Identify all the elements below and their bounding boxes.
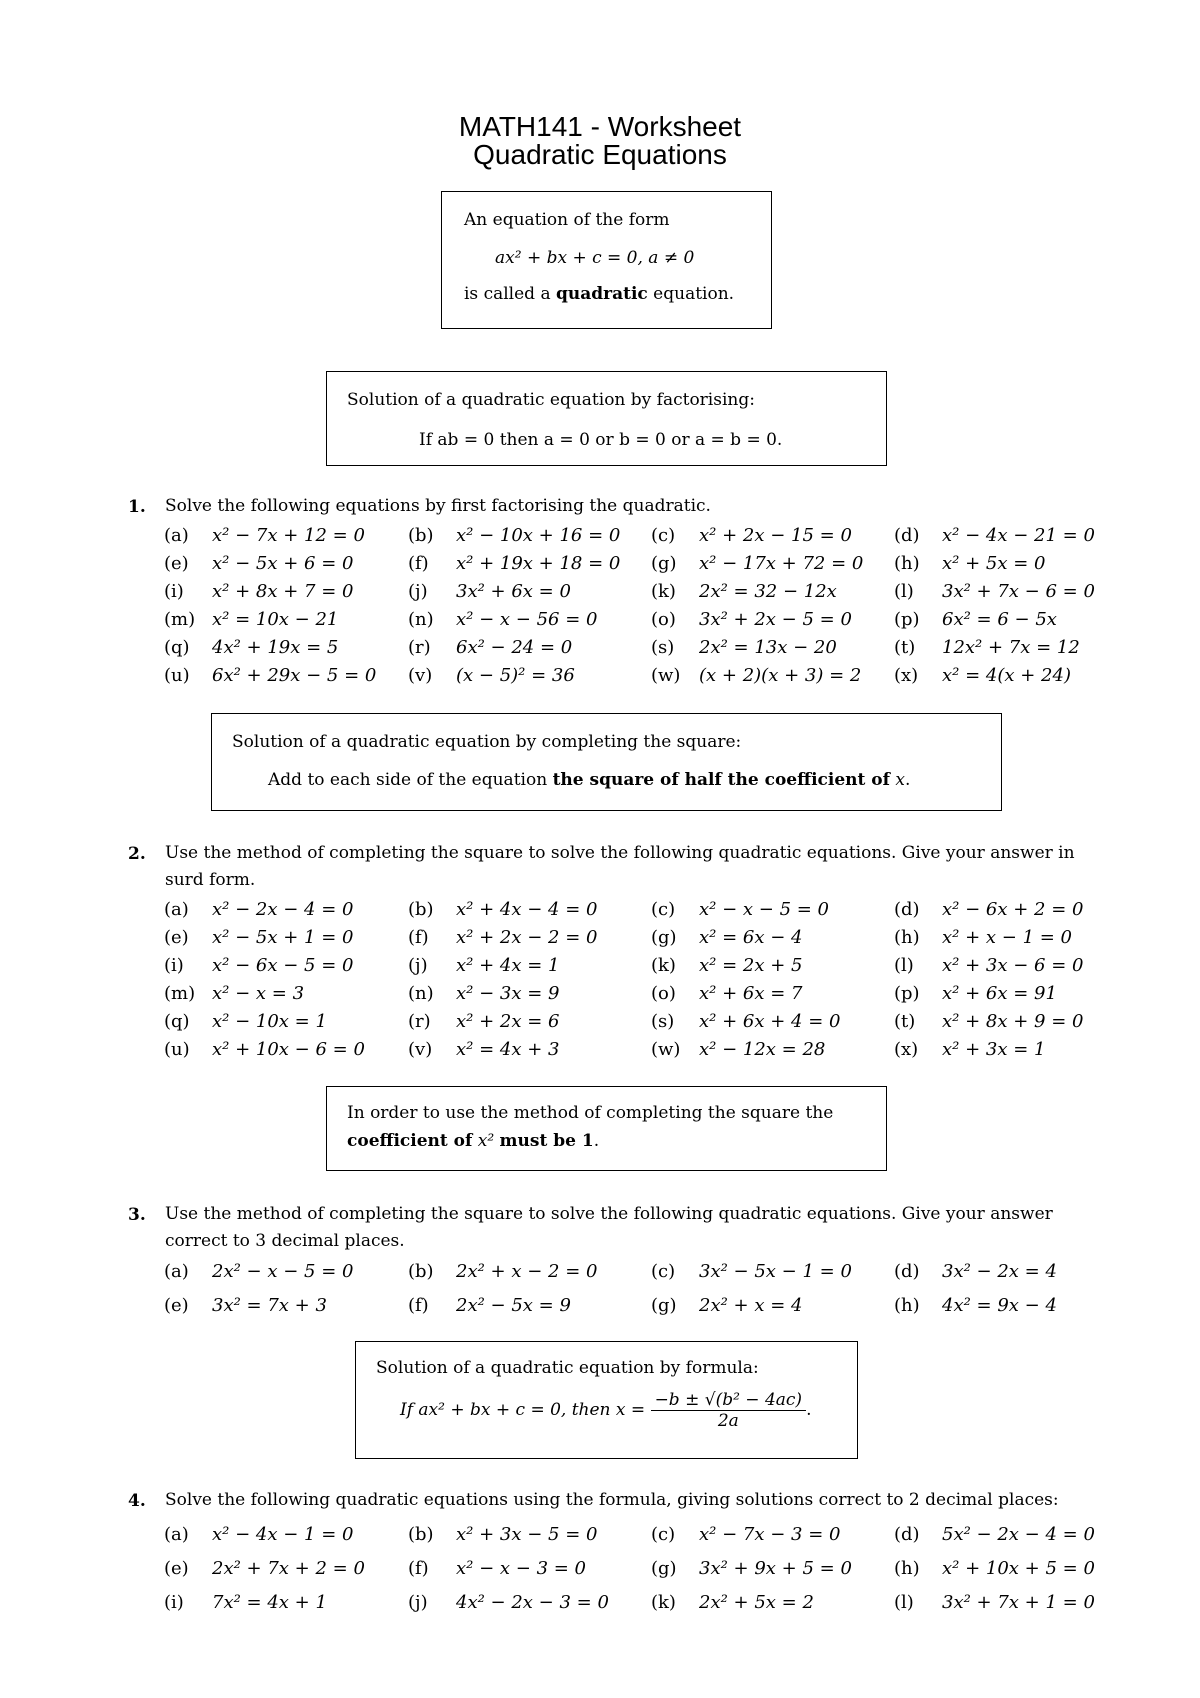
equation-label: (x) bbox=[894, 665, 919, 686]
equation-label: (a) bbox=[164, 1524, 189, 1545]
equation-expression: x² − 4x − 21 = 0 bbox=[942, 525, 1095, 546]
equation-item bbox=[651, 1039, 825, 1060]
equation-expression: 2x² − x − 5 = 0 bbox=[212, 1261, 354, 1282]
equation-label: (j) bbox=[408, 955, 428, 976]
question-3-text: Use the method of completing the square to solve the following quadratic equations. Give your answer correct to 3 decimal places. bbox=[165, 1204, 1053, 1251]
equation-item bbox=[651, 581, 837, 602]
equation-expression: x² − 6x + 2 = 0 bbox=[942, 899, 1084, 920]
equation-item bbox=[651, 983, 802, 1004]
equation-item bbox=[164, 525, 365, 546]
equation-item bbox=[894, 581, 1095, 602]
equation-expression: x² − 5x + 6 = 0 bbox=[212, 553, 354, 574]
equation-expression: x² = 2x + 5 bbox=[699, 955, 803, 976]
equation-label: (o) bbox=[651, 609, 676, 630]
equation-item bbox=[894, 1592, 1095, 1613]
completing-line-2 bbox=[268, 770, 910, 790]
equation-expression: 3x² − 2x = 4 bbox=[942, 1261, 1057, 1282]
equation-expression: x² − 6x − 5 = 0 bbox=[212, 955, 354, 976]
equation-item bbox=[894, 983, 1057, 1004]
equation-label: (m) bbox=[164, 609, 196, 630]
equation-label: (a) bbox=[164, 525, 189, 546]
equation-expression: x² − 4x − 1 = 0 bbox=[212, 1524, 354, 1545]
equation-label: (n) bbox=[408, 983, 434, 1004]
equation-item bbox=[894, 1295, 1057, 1316]
coefficient-variable: x² bbox=[477, 1131, 495, 1151]
question-2-text: Use the method of completing the square to solve the following quadratic equations. Give your answer in surd form. bbox=[165, 843, 1075, 890]
equation-label: (n) bbox=[408, 609, 434, 630]
factorising-rule: If ab = 0 then a = 0 or b = 0 or a = b = 0. bbox=[419, 430, 783, 450]
equation-expression: 6x² − 24 = 0 bbox=[456, 637, 573, 658]
definition-formula: ax² + bx + c = 0, a ≠ 0 bbox=[495, 248, 695, 268]
equation-item bbox=[894, 927, 1072, 948]
equation-item bbox=[164, 553, 353, 574]
equation-item bbox=[651, 899, 829, 920]
coefficient-end: . bbox=[593, 1131, 600, 1151]
equation-item bbox=[894, 1524, 1095, 1545]
completing-square-box bbox=[211, 713, 1002, 811]
formula-line-1: Solution of a quadratic equation by formula: bbox=[376, 1358, 759, 1378]
equation-label: (f) bbox=[408, 927, 429, 948]
coefficient-bold-post: must be 1 bbox=[499, 1131, 594, 1151]
equation-item bbox=[164, 1592, 327, 1613]
equation-item bbox=[164, 1295, 327, 1316]
equation-label: (j) bbox=[408, 1592, 428, 1613]
coefficient-bold-pre: coefficient of bbox=[347, 1131, 473, 1151]
equation-label: (e) bbox=[164, 927, 189, 948]
equation-label: (c) bbox=[651, 1524, 676, 1545]
equation-item bbox=[651, 1261, 852, 1282]
equation-expression: 2x² + x = 4 bbox=[699, 1295, 803, 1316]
equation-expression: x² = 4(x + 24) bbox=[942, 665, 1071, 686]
equation-label: (i) bbox=[164, 1592, 184, 1613]
equation-item bbox=[651, 553, 863, 574]
coefficient-line-1: In order to use the method of completing the square the bbox=[347, 1103, 834, 1123]
equation-label: (h) bbox=[894, 1558, 920, 1579]
equation-label: (l) bbox=[894, 955, 914, 976]
equation-expression: 4x² = 9x − 4 bbox=[942, 1295, 1057, 1316]
equation-expression: 2x² + 5x = 2 bbox=[699, 1592, 814, 1613]
equation-expression: x² + 3x − 5 = 0 bbox=[456, 1524, 598, 1545]
equation-item bbox=[651, 665, 861, 686]
equation-label: (m) bbox=[164, 983, 196, 1004]
equation-label: (i) bbox=[164, 955, 184, 976]
equation-item bbox=[651, 955, 802, 976]
equation-expression: x² + 3x = 1 bbox=[942, 1039, 1046, 1060]
equation-expression: 3x² = 7x + 3 bbox=[212, 1295, 327, 1316]
equation-expression: 2x² = 32 − 12x bbox=[699, 581, 837, 602]
equation-item bbox=[894, 637, 1080, 658]
equation-label: (s) bbox=[651, 637, 675, 658]
equation-label: (p) bbox=[894, 983, 920, 1004]
equation-item bbox=[164, 1039, 365, 1060]
equation-item bbox=[408, 1524, 597, 1545]
equation-expression: x² − 7x + 12 = 0 bbox=[212, 525, 365, 546]
equation-expression: x² = 10x − 21 bbox=[212, 609, 339, 630]
equation-expression: x² − 2x − 4 = 0 bbox=[212, 899, 354, 920]
equation-expression: x² + 6x = 7 bbox=[699, 983, 803, 1004]
equation-expression: 4x² + 19x = 5 bbox=[212, 637, 339, 658]
equation-expression: x² − x − 3 = 0 bbox=[456, 1558, 586, 1579]
equation-label: (b) bbox=[408, 1261, 434, 1282]
equation-label: (d) bbox=[894, 899, 920, 920]
equation-label: (a) bbox=[164, 1261, 189, 1282]
equation-item bbox=[408, 1039, 559, 1060]
equation-expression: 5x² − 2x − 4 = 0 bbox=[942, 1524, 1095, 1545]
equation-expression: 12x² + 7x = 12 bbox=[942, 637, 1080, 658]
equation-label: (h) bbox=[894, 553, 920, 574]
formula-end: . bbox=[806, 1400, 812, 1420]
equation-expression: x² + 8x + 7 = 0 bbox=[212, 581, 354, 602]
equation-expression: x² − x − 56 = 0 bbox=[456, 609, 598, 630]
equation-item bbox=[651, 1295, 802, 1316]
equation-expression: 3x² − 5x − 1 = 0 bbox=[699, 1261, 852, 1282]
equation-expression: x² = 6x − 4 bbox=[699, 927, 803, 948]
definition-line-3-post: equation. bbox=[647, 284, 735, 304]
equation-label: (g) bbox=[651, 1295, 677, 1316]
equation-item bbox=[894, 1011, 1083, 1032]
question-1-text: Solve the following equations by first factorising the quadratic. bbox=[165, 496, 711, 516]
equation-expression: x² + 5x = 0 bbox=[942, 553, 1046, 574]
equation-expression: x² + 2x − 2 = 0 bbox=[456, 927, 598, 948]
equation-label: (g) bbox=[651, 927, 677, 948]
equation-item bbox=[408, 581, 571, 602]
equation-expression: x² − 10x = 1 bbox=[212, 1011, 327, 1032]
equation-label: (q) bbox=[164, 637, 190, 658]
equation-label: (b) bbox=[408, 1524, 434, 1545]
equation-item bbox=[894, 899, 1083, 920]
equation-label: (w) bbox=[651, 665, 681, 686]
equation-item bbox=[164, 609, 338, 630]
equation-item bbox=[894, 525, 1095, 546]
equation-item bbox=[894, 1039, 1045, 1060]
equation-item bbox=[408, 1295, 571, 1316]
equation-label: (d) bbox=[894, 1261, 920, 1282]
equation-label: (i) bbox=[164, 581, 184, 602]
equation-expression: x² + 4x = 1 bbox=[456, 955, 560, 976]
equation-label: (e) bbox=[164, 1295, 189, 1316]
equation-label: (h) bbox=[894, 1295, 920, 1316]
equation-item bbox=[894, 1261, 1057, 1282]
equation-expression: x² + 3x − 6 = 0 bbox=[942, 955, 1084, 976]
equation-expression: x² = 4x + 3 bbox=[456, 1039, 560, 1060]
equation-item bbox=[408, 983, 559, 1004]
equation-expression: 6x² = 6 − 5x bbox=[942, 609, 1057, 630]
equation-item bbox=[408, 955, 559, 976]
equation-item bbox=[164, 955, 353, 976]
equation-expression: x² − 17x + 72 = 0 bbox=[699, 553, 864, 574]
equation-item bbox=[408, 1592, 609, 1613]
equation-label: (d) bbox=[894, 1524, 920, 1545]
equation-expression: x² − 7x − 3 = 0 bbox=[699, 1524, 841, 1545]
equation-expression: 3x² + 7x − 6 = 0 bbox=[942, 581, 1095, 602]
equation-label: (c) bbox=[651, 1261, 676, 1282]
equation-label: (f) bbox=[408, 1295, 429, 1316]
equation-label: (o) bbox=[651, 983, 676, 1004]
equation-expression: x² + 4x − 4 = 0 bbox=[456, 899, 598, 920]
equation-item bbox=[408, 1011, 559, 1032]
completing-line-1: Solution of a quadratic equation by completing the square: bbox=[232, 732, 742, 752]
definition-bold-word: quadratic bbox=[555, 284, 648, 304]
equation-label: (e) bbox=[164, 553, 189, 574]
equation-item bbox=[894, 609, 1057, 630]
equation-label: (d) bbox=[894, 525, 920, 546]
equation-item bbox=[651, 927, 802, 948]
equation-label: (f) bbox=[408, 553, 429, 574]
equation-item bbox=[408, 637, 572, 658]
equation-item bbox=[651, 1011, 840, 1032]
equation-item bbox=[164, 581, 353, 602]
equation-expression: x² + 10x − 6 = 0 bbox=[212, 1039, 365, 1060]
equation-item bbox=[164, 665, 376, 686]
equation-label: (h) bbox=[894, 927, 920, 948]
equation-expression: x² + 2x = 6 bbox=[456, 1011, 560, 1032]
question-4-number: 4. bbox=[128, 1491, 146, 1511]
equation-item bbox=[408, 1261, 597, 1282]
definition-line-1: An equation of the form bbox=[464, 210, 670, 230]
equation-item bbox=[164, 899, 353, 920]
worksheet-title: MATH141 - Worksheet bbox=[458, 111, 742, 142]
equation-expression: x² + x − 1 = 0 bbox=[942, 927, 1072, 948]
equation-expression: x² + 6x + 4 = 0 bbox=[699, 1011, 841, 1032]
equation-expression: x² − 12x = 28 bbox=[699, 1039, 826, 1060]
equation-label: (r) bbox=[408, 637, 431, 658]
equation-item bbox=[164, 927, 353, 948]
equation-item bbox=[408, 609, 597, 630]
equation-expression: 6x² + 29x − 5 = 0 bbox=[212, 665, 377, 686]
completing-bold-phrase: the square of half the coefficient of bbox=[552, 770, 890, 790]
equation-label: (k) bbox=[651, 955, 676, 976]
formula-numerator: −b ± √(b² − 4ac) bbox=[651, 1390, 807, 1411]
equation-label: (c) bbox=[651, 899, 676, 920]
factorising-box bbox=[326, 371, 887, 466]
equation-label: (k) bbox=[651, 581, 676, 602]
equation-label: (a) bbox=[164, 899, 189, 920]
question-4-text: Solve the following quadratic equations using the formula, giving solutions correct to 2 decimal places: bbox=[165, 1490, 1059, 1510]
equation-label: (v) bbox=[408, 1039, 433, 1060]
equation-item bbox=[408, 1558, 586, 1579]
equation-expression: (x − 5)² = 36 bbox=[456, 665, 575, 686]
coefficient-line-2 bbox=[347, 1131, 599, 1151]
equation-label: (x) bbox=[894, 1039, 919, 1060]
equation-label: (l) bbox=[894, 581, 914, 602]
equation-expression: x² − 10x + 16 = 0 bbox=[456, 525, 621, 546]
worksheet-subtitle: Quadratic Equations bbox=[473, 139, 727, 170]
equation-item bbox=[651, 637, 837, 658]
formula-denominator: 2a bbox=[717, 1411, 739, 1431]
equation-expression: x² + 2x − 15 = 0 bbox=[699, 525, 852, 546]
equation-label: (k) bbox=[651, 1592, 676, 1613]
equation-item bbox=[408, 665, 575, 686]
equation-expression: 7x² = 4x + 1 bbox=[212, 1592, 327, 1613]
completing-line-2-post: . bbox=[904, 770, 911, 790]
equation-label: (e) bbox=[164, 1558, 189, 1579]
equation-item bbox=[164, 1011, 327, 1032]
equation-label: (b) bbox=[408, 525, 434, 546]
equation-label: (b) bbox=[408, 899, 434, 920]
question-3-number: 3. bbox=[128, 1205, 146, 1225]
equation-expression: 4x² − 2x − 3 = 0 bbox=[456, 1592, 609, 1613]
equation-item bbox=[651, 1592, 814, 1613]
equation-expression: 3x² + 9x + 5 = 0 bbox=[699, 1558, 852, 1579]
equation-expression: x² + 8x + 9 = 0 bbox=[942, 1011, 1084, 1032]
equation-item bbox=[408, 553, 620, 574]
equation-item bbox=[651, 1524, 840, 1545]
equation-item bbox=[164, 983, 304, 1004]
equation-label: (g) bbox=[651, 553, 677, 574]
definition-line-3-pre: is called a bbox=[464, 284, 556, 304]
equation-expression: x² + 19x + 18 = 0 bbox=[456, 553, 621, 574]
equation-item bbox=[164, 1524, 353, 1545]
equation-item bbox=[164, 1261, 353, 1282]
equation-expression: 2x² + x − 2 = 0 bbox=[456, 1261, 598, 1282]
equation-expression: 2x² + 7x + 2 = 0 bbox=[212, 1558, 365, 1579]
equation-label: (c) bbox=[651, 525, 676, 546]
equation-label: (j) bbox=[408, 581, 428, 602]
equation-label: (q) bbox=[164, 1011, 190, 1032]
equation-expression: 2x² = 13x − 20 bbox=[699, 637, 837, 658]
factorising-line-1: Solution of a quadratic equation by factorising: bbox=[347, 390, 755, 410]
formula-box bbox=[355, 1341, 858, 1459]
equation-item bbox=[164, 1558, 365, 1579]
equation-label: (w) bbox=[651, 1039, 681, 1060]
equation-label: (t) bbox=[894, 1011, 916, 1032]
equation-expression: x² − x − 5 = 0 bbox=[699, 899, 829, 920]
equation-item bbox=[164, 637, 338, 658]
equation-label: (p) bbox=[894, 609, 920, 630]
equation-item bbox=[894, 1558, 1095, 1579]
completing-variable: x bbox=[895, 770, 905, 790]
equation-label: (u) bbox=[164, 1039, 190, 1060]
equation-item bbox=[408, 927, 597, 948]
equation-expression: x² − 3x = 9 bbox=[456, 983, 560, 1004]
formula-condition: If ax² + bx + c = 0, then x = bbox=[400, 1400, 646, 1420]
formula-line-2 bbox=[400, 1390, 811, 1431]
equation-item bbox=[894, 553, 1045, 574]
equation-label: (t) bbox=[894, 637, 916, 658]
coefficient-box bbox=[326, 1086, 887, 1171]
question-2-number: 2. bbox=[128, 844, 146, 864]
equation-label: (u) bbox=[164, 665, 190, 686]
question-1-number: 1. bbox=[128, 497, 146, 517]
equation-item bbox=[894, 665, 1071, 686]
definition-box bbox=[441, 191, 772, 329]
equation-expression: x² − x = 3 bbox=[212, 983, 305, 1004]
equation-expression: 2x² − 5x = 9 bbox=[456, 1295, 571, 1316]
equation-expression: (x + 2)(x + 3) = 2 bbox=[699, 665, 862, 686]
equation-label: (v) bbox=[408, 665, 433, 686]
equation-label: (f) bbox=[408, 1558, 429, 1579]
equation-item bbox=[651, 525, 852, 546]
quadratic-formula-fraction bbox=[651, 1390, 807, 1431]
equation-expression: x² − 5x + 1 = 0 bbox=[212, 927, 354, 948]
equation-label: (r) bbox=[408, 1011, 431, 1032]
completing-line-2-pre: Add to each side of the equation bbox=[268, 770, 553, 790]
equation-item bbox=[408, 899, 597, 920]
equation-item bbox=[894, 955, 1083, 976]
equation-expression: x² + 6x = 91 bbox=[942, 983, 1057, 1004]
equation-expression: 3x² + 2x − 5 = 0 bbox=[699, 609, 852, 630]
equation-item bbox=[408, 525, 620, 546]
equation-item bbox=[651, 609, 852, 630]
equation-label: (l) bbox=[894, 1592, 914, 1613]
equation-label: (s) bbox=[651, 1011, 675, 1032]
equation-expression: 3x² + 7x + 1 = 0 bbox=[942, 1592, 1095, 1613]
equation-expression: 3x² + 6x = 0 bbox=[456, 581, 571, 602]
definition-line-3 bbox=[464, 284, 734, 304]
equation-item bbox=[651, 1558, 852, 1579]
equation-label: (g) bbox=[651, 1558, 677, 1579]
equation-expression: x² + 10x + 5 = 0 bbox=[942, 1558, 1095, 1579]
